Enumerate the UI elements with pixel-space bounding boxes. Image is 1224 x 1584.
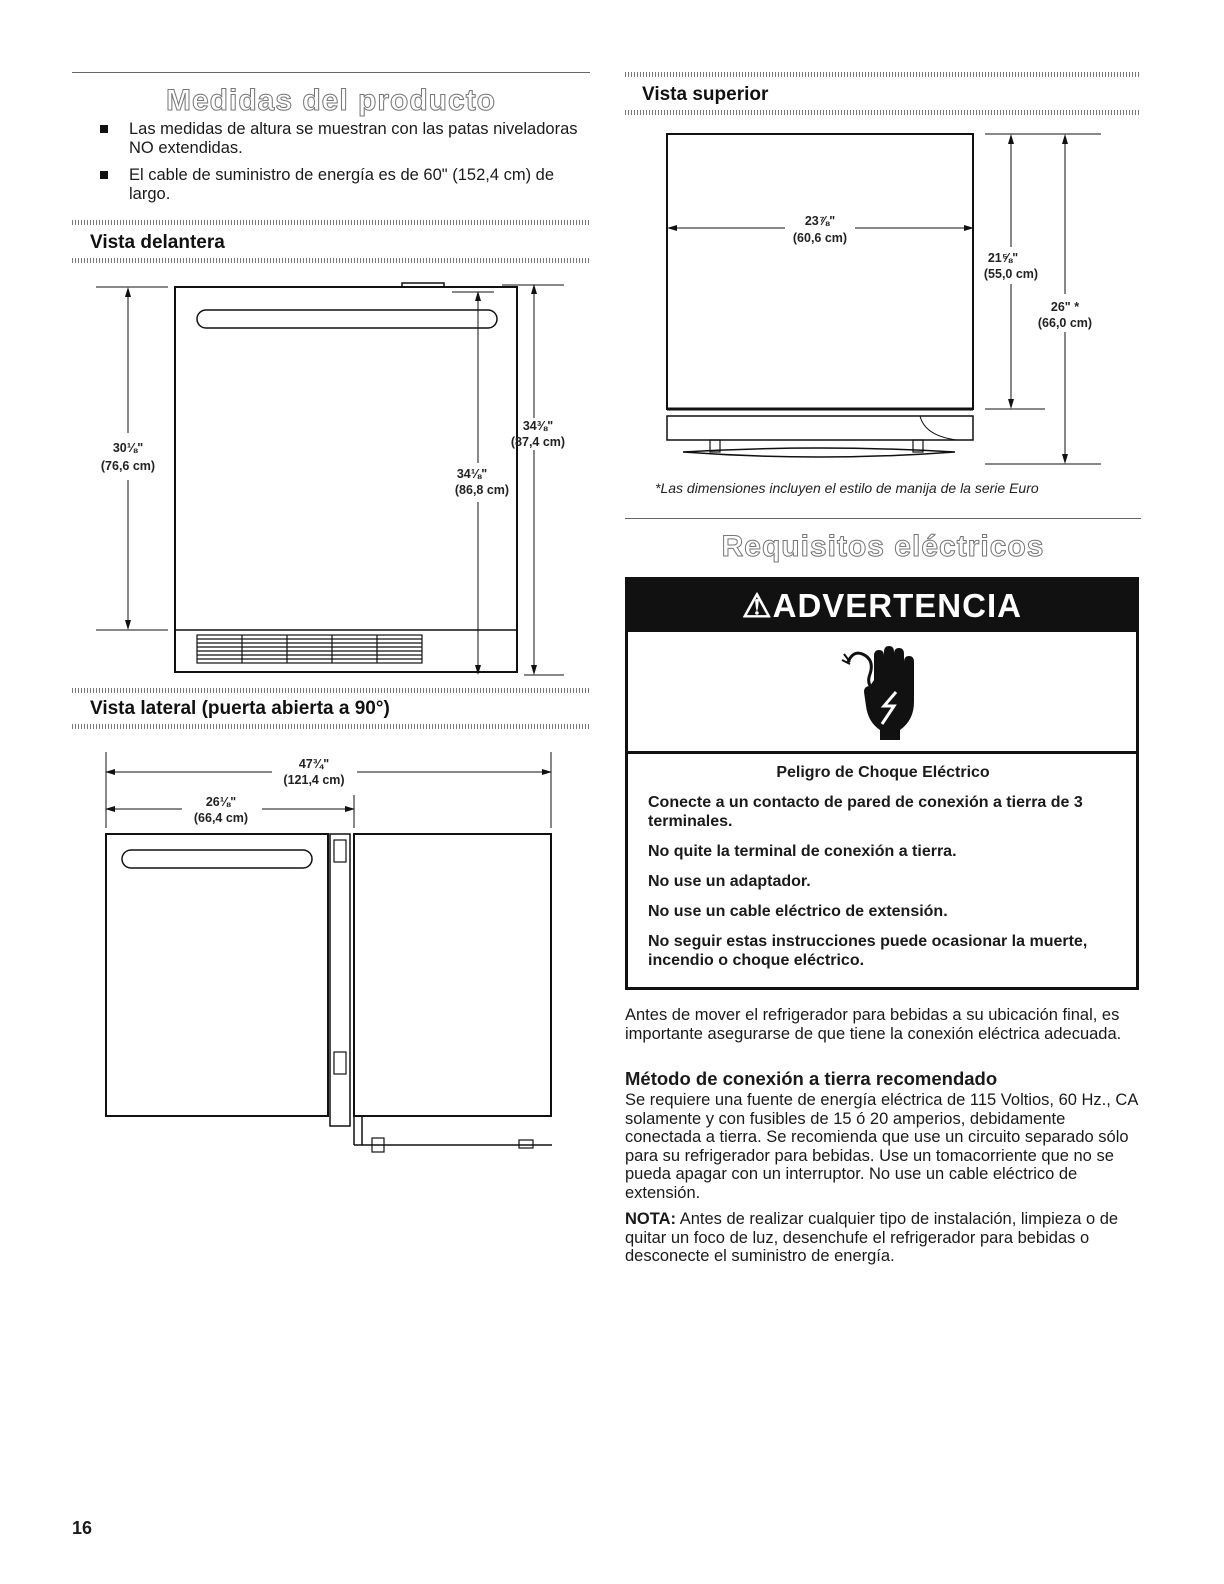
method-heading: Método de conexión a tierra recomendado xyxy=(625,1068,998,1089)
electrical-intro: Antes de mover el refrigerador para bebidas a su ubicación final, es importante asegurarse de que tiene la conexión eléctrica adecuada. xyxy=(625,1006,1122,1043)
note-paragraph xyxy=(625,1210,1141,1266)
bullet-square-icon xyxy=(100,171,108,179)
dim-width-in: 23⅞" xyxy=(804,214,836,228)
side-view-diagram xyxy=(72,740,592,1160)
top-rule-left xyxy=(72,72,590,73)
dim-total-in: 47¾" xyxy=(298,757,330,771)
warning-text xyxy=(648,763,1118,981)
list-item: El cable de suministro de energía es de 60" (152,4 cm) de largo. xyxy=(100,166,590,204)
bullet-list xyxy=(100,120,590,212)
warning-line: No use un cable eléctrico de extensión. xyxy=(648,903,948,920)
section-title-medidas: Medidas del producto xyxy=(165,84,497,117)
warning-line: No seguir estas instrucciones puede ocasionar la muerte, incendio o choque eléctrico. xyxy=(648,933,1088,969)
note-text: Antes de realizar cualquier tipo de instalación, limpieza o de quitar un foco de luz, desenchufe el refrigerador para bebidas o desconecte el suministro de energía. xyxy=(625,1210,1119,1265)
warning-header: Peligro de Choque Eléctrico xyxy=(776,764,990,781)
hatch-rule xyxy=(72,688,590,693)
warning-label: ADVERTENCIA xyxy=(772,587,1022,624)
dim-total-in: 26" * xyxy=(1050,300,1080,314)
dim-depth-cm: (66,4 cm) xyxy=(193,811,249,825)
warning-bar xyxy=(628,580,1136,632)
dim-height-in: 30⅛" xyxy=(112,441,144,455)
dim-width-cm: (60,6 cm) xyxy=(792,231,848,245)
warning-line: No quite la terminal de conexión a tierra. xyxy=(648,843,957,860)
note-label: NOTA: xyxy=(625,1210,677,1228)
dim-total-cm: (66,0 cm) xyxy=(1037,316,1093,330)
method-text: Se requiere una fuente de energía eléctrica de 115 Voltios, 60 Hz., CA solamente y con fusibles de 15 ó 20 amperios, debidamente conectada a tierra. Se recomienda que use un circuito separado sólo para su refrigerador para bebidas. Use un tomacorriente que no se pueda apagar con un interruptor. No use un cable eléctrico de extensión. xyxy=(625,1091,1138,1202)
front-view-heading: Vista delantera xyxy=(90,232,225,253)
dim-depth-cm: (55,0 cm) xyxy=(983,267,1039,281)
dim-total-cm: (121,4 cm) xyxy=(283,773,345,787)
top-view-diagram xyxy=(625,122,1145,474)
dim-inner-cm: (86,8 cm) xyxy=(454,483,510,497)
dim-depth-in: 21⅝" xyxy=(987,251,1019,265)
warning-triangle-icon: ⚠ xyxy=(742,587,773,624)
hatch-rule xyxy=(72,220,590,225)
dim-height-cm: (76,6 cm) xyxy=(100,459,156,473)
section-title-requisitos: Requisitos eléctricos xyxy=(721,530,1045,563)
warning-box xyxy=(625,577,1139,990)
section-rule-right xyxy=(625,518,1141,519)
side-view-heading: Vista lateral (puerta abierta a 90°) xyxy=(90,698,390,719)
hatch-rule xyxy=(625,72,1141,77)
warning-line: No use un adaptador. xyxy=(648,873,811,890)
electric-shock-hand-icon xyxy=(840,640,930,744)
bullet-square-icon xyxy=(100,125,108,133)
hatch-rule xyxy=(72,258,590,263)
front-view-diagram xyxy=(72,270,592,682)
dim-depth-in: 26⅛" xyxy=(205,795,237,809)
dim-outer-cm: (87,4 cm) xyxy=(510,435,566,449)
top-view-heading: Vista superior xyxy=(642,84,769,105)
list-item: Las medidas de altura se muestran con las patas niveladoras NO extendidas. xyxy=(100,120,590,158)
hatch-rule xyxy=(72,724,590,729)
dim-outer-in: 34⅜" xyxy=(522,419,554,433)
dim-inner-in: 34⅛" xyxy=(456,467,488,481)
top-view-caption: *Las dimensiones incluyen el estilo de manija de la serie Euro xyxy=(655,480,1039,496)
page-number: 16 xyxy=(72,1518,93,1538)
warning-line: Conecte a un contacto de pared de conexión a tierra de 3 terminales. xyxy=(648,794,1083,830)
warning-icon-area xyxy=(628,632,1136,754)
hatch-rule xyxy=(625,110,1141,115)
